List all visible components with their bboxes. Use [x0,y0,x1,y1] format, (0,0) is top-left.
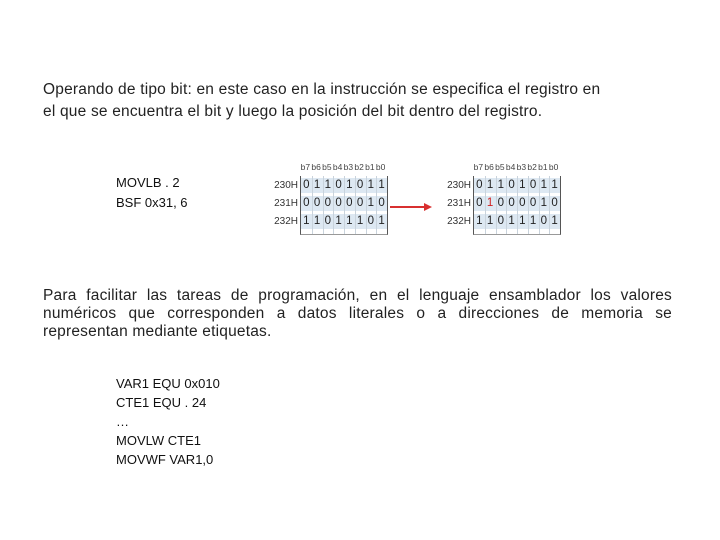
bit-cell: 1 [486,215,494,227]
code-line: VAR1 EQU 0x010 [116,376,220,391]
bit-header: b5 [322,162,332,172]
bit-header: b4 [505,162,516,172]
bit-cell: 0 [367,215,375,227]
register-address: 230H [274,180,298,191]
bit-cell: 0 [356,179,364,191]
bit-cell: 1 [356,215,364,227]
bit-cell: 1 [303,215,310,227]
bit-cell: 1 [324,179,332,191]
register-grid [473,176,561,235]
code-example-equ [116,374,220,469]
bit-cell: 0 [335,197,342,209]
grid-column-divider [506,176,507,234]
bit-cell: 0 [346,197,353,209]
grid-column-divider [312,176,313,234]
bit-cell: 0 [497,197,505,209]
grid-column-divider [323,176,324,234]
grid-column-divider [333,176,334,234]
bit-cell: 1 [519,215,526,227]
bit-header: b0 [548,162,559,172]
bit-cell: 1 [551,179,558,191]
bit-cell: 1 [335,215,342,227]
bit-header: b6 [311,162,321,172]
code-line: … [116,414,129,429]
bit-cell: 1 [313,215,321,227]
arrow-right-icon [390,202,432,212]
grid-column-divider [528,176,529,234]
bit-cell: 0 [551,197,558,209]
grid-column-divider [496,176,497,234]
bit-header: b0 [375,162,386,172]
bit-cell: 0 [303,197,310,209]
bit-header: b2 [527,162,537,172]
bit-header: b7 [473,162,484,172]
bit-header: b6 [484,162,494,172]
grid-column-divider [549,176,550,234]
code-line: MOVLW CTE1 [116,433,201,448]
bit-cell: 1 [519,179,526,191]
paragraph-line-2: el que se encuentra el bit y luego la posición del bit dentro del registro. [43,103,543,120]
paragraph-line-1: Operando de tipo bit: en este caso en la instrucción se especifica el registro en [43,81,601,98]
grid-column-divider [539,176,540,234]
code-line: BSF 0x31, 6 [116,195,188,210]
bit-header: b1 [365,162,375,172]
bit-cell: 1 [367,197,375,209]
bit-header: b5 [495,162,505,172]
bit-cell: 0 [324,197,332,209]
bit-cell: 1 [378,179,385,191]
bit-cell: 0 [476,197,483,209]
bit-cell: 0 [313,197,321,209]
register-address: 231H [447,198,471,209]
bit-header: b1 [538,162,548,172]
bit-cell: 1 [313,179,321,191]
bit-cell: 0 [303,179,310,191]
bit-header: b2 [354,162,364,172]
bit-cell: 0 [508,197,515,209]
register-grid [300,176,388,235]
bit-cell: 0 [335,179,342,191]
register-address: 232H [447,216,471,227]
bit-header: b4 [332,162,343,172]
bit-cell: 1 [540,197,548,209]
register-address: 232H [274,216,298,227]
bit-cell: 1 [378,215,385,227]
bit-cell: 0 [540,215,548,227]
bit-cell: 1 [346,215,353,227]
bit-cell: 0 [529,197,537,209]
grid-column-divider [376,176,377,234]
bit-cell: 0 [519,197,526,209]
bit-cell: 1 [367,179,375,191]
bit-cell: 0 [508,179,515,191]
bit-cell: 1 [508,215,515,227]
bit-cell: 1 [540,179,548,191]
bit-headers [300,162,386,175]
paragraph-operando-bit [43,81,672,121]
bit-cell: 0 [529,179,537,191]
bit-header: b3 [516,162,527,172]
bit-cell: 0 [356,197,364,209]
bit-cell-changed: 1 [486,197,494,209]
bit-cell: 1 [346,179,353,191]
bit-headers [473,162,559,175]
grid-column-divider [344,176,345,234]
bit-cell: 1 [551,215,558,227]
bit-cell: 1 [497,179,505,191]
paragraph-etiquetas: Para facilitar las tareas de programación, en el lenguaje ensamblador los valores numéricos que corresponden a datos literales o a direcciones de memoria se representan mediante etiquetas. [43,287,672,340]
code-example-bsf [116,173,188,213]
bit-cell: 0 [324,215,332,227]
bit-cell: 1 [486,179,494,191]
code-line: MOVLB . 2 [116,175,180,190]
code-line: CTE1 EQU . 24 [116,395,207,410]
register-address: 231H [274,198,298,209]
grid-column-divider [355,176,356,234]
bit-cell: 1 [476,215,483,227]
grid-column-divider [485,176,486,234]
bit-cell: 0 [378,197,385,209]
grid-column-divider [366,176,367,234]
bit-cell: 1 [529,215,537,227]
bit-cell: 0 [476,179,483,191]
grid-column-divider [517,176,518,234]
bit-header: b7 [300,162,311,172]
code-line: MOVWF VAR1,0 [116,452,214,467]
register-address: 230H [447,180,471,191]
bit-header: b3 [343,162,354,172]
bit-cell: 0 [497,215,505,227]
